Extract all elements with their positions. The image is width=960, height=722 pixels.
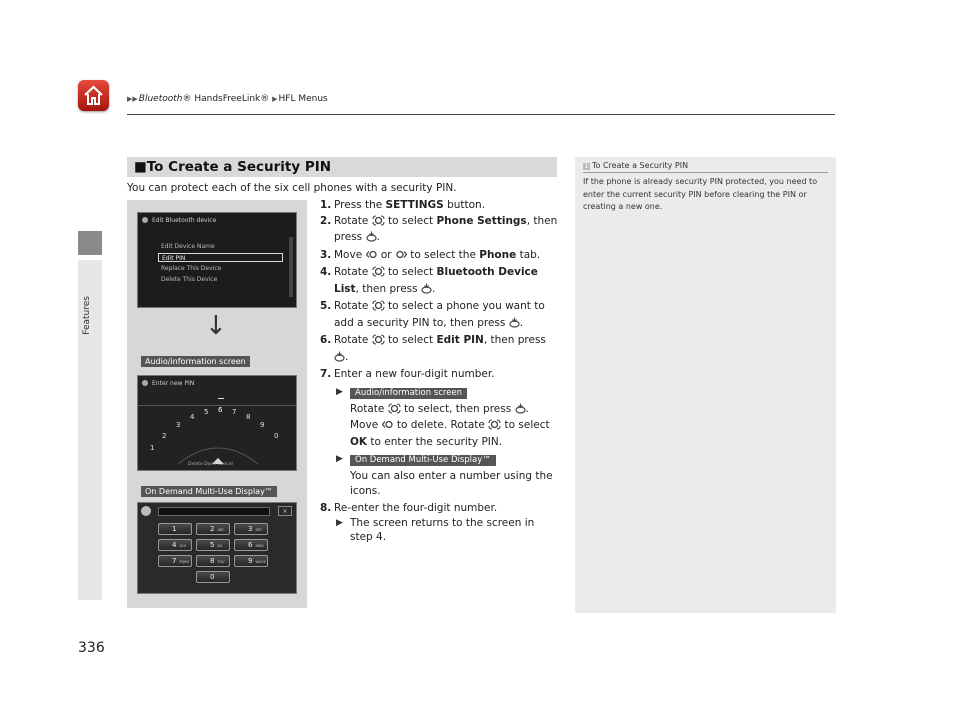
section-intro: You can protect each of the six cell phones with a security PIN. bbox=[127, 182, 457, 194]
page-number: 336 bbox=[78, 640, 105, 656]
caption-odmd: On Demand Multi-Use Display™ bbox=[141, 486, 277, 497]
step-8: 8. Re-enter the four-digit number. ▶ The screen returns to the screen in step 4. bbox=[320, 501, 560, 545]
pin-input[interactable] bbox=[158, 507, 270, 516]
keypad-key-5[interactable]: 5 JKL bbox=[196, 539, 230, 551]
result-arrow-icon: ▶ bbox=[336, 454, 343, 464]
note-title: 1 To Create a Security PIN bbox=[584, 161, 689, 170]
header-rule bbox=[127, 114, 835, 115]
step-5: 5. Rotate to select a phone you want to add a security PIN to, then press . bbox=[320, 299, 560, 332]
chapter-tab[interactable] bbox=[78, 231, 102, 255]
breadcrumb-hfl-menus[interactable]: HFL Menus bbox=[278, 94, 328, 104]
step-1: 1. Press the SETTINGS button. bbox=[320, 199, 486, 211]
step-8-result: ▶ The screen returns to the screen in step 4. bbox=[336, 516, 535, 543]
breadcrumb bbox=[127, 94, 328, 104]
note-text: If the phone is already security PIN protected, you need to enter the current security PIN before clearing the PIN or creating a new one. bbox=[583, 177, 818, 211]
dial-digit-9[interactable]: 9 bbox=[260, 421, 265, 429]
note-rule bbox=[583, 172, 828, 173]
dial-digit-2[interactable]: 2 bbox=[162, 432, 167, 440]
dial-digit-5[interactable]: 5 bbox=[204, 408, 209, 416]
dial-digit-1[interactable]: 1 bbox=[150, 444, 155, 452]
back-icon[interactable] bbox=[141, 506, 151, 516]
dial-digit-8[interactable]: 8 bbox=[246, 413, 251, 421]
dial-digits[interactable] bbox=[138, 402, 297, 471]
close-icon[interactable]: × bbox=[278, 506, 292, 516]
back-icon bbox=[142, 217, 148, 223]
odmd-tag: On Demand Multi-Use Display™ bbox=[350, 455, 496, 466]
breadcrumb-bluetooth[interactable]: Bluetooth bbox=[138, 94, 183, 104]
menu-item-edit-pin[interactable]: Edit PIN bbox=[158, 253, 283, 262]
menu-item-edit-device-name[interactable]: Edit Device Name bbox=[161, 243, 215, 250]
press-icon bbox=[509, 317, 520, 333]
rotate-icon bbox=[372, 266, 385, 282]
breadcrumb-arrow-icon: ▶▶ bbox=[127, 95, 138, 103]
step-3: 3. Move or to select the Phone tab. bbox=[320, 248, 560, 265]
keypad-key-1[interactable]: 1 bbox=[158, 523, 192, 535]
move-left-icon bbox=[382, 419, 394, 435]
dial-digit-0[interactable]: 0 bbox=[274, 432, 279, 440]
step-7-odmd: ▶ On Demand Multi-Use Display™ You can also enter a number using the icons. bbox=[336, 454, 553, 497]
scrollbar[interactable] bbox=[289, 237, 293, 297]
step-6: 6. Rotate to select Edit PIN, then press . bbox=[320, 333, 560, 366]
move-left-icon bbox=[366, 249, 378, 265]
screenshot-column bbox=[127, 200, 307, 608]
breadcrumb-handsfreelink[interactable]: ® HandsFreeLink® bbox=[182, 94, 270, 104]
move-right-icon bbox=[395, 249, 407, 265]
rotate-icon bbox=[372, 215, 385, 231]
step-7-audio: ▶ Audio/information screen Rotate to select, then press . Move to delete. Rotate to select OK to enter the security PIN. bbox=[336, 386, 550, 448]
rotate-icon bbox=[488, 419, 501, 435]
keypad-key-0[interactable]: 0 bbox=[196, 571, 230, 583]
step-7: 7. Enter a new four-digit number. bbox=[320, 368, 495, 380]
pin-cursor bbox=[218, 398, 224, 399]
edit-bluetooth-screen bbox=[137, 212, 297, 308]
enter-pin-screen bbox=[137, 375, 297, 471]
steps-list bbox=[320, 198, 560, 546]
breadcrumb-arrow-icon: ▶ bbox=[272, 95, 278, 103]
press-icon bbox=[421, 283, 432, 299]
dial-digit-3[interactable]: 3 bbox=[176, 421, 181, 429]
back-icon bbox=[142, 380, 148, 386]
keypad-key-9[interactable]: 9 WXYZ bbox=[234, 555, 268, 567]
dial-digit-7[interactable]: 7 bbox=[232, 408, 237, 416]
chapter-label: Features bbox=[82, 296, 92, 335]
section-title: ■To Create a Security PIN bbox=[127, 157, 557, 177]
screen-title: Edit Bluetooth device bbox=[152, 217, 217, 224]
down-arrow-icon: ↓ bbox=[205, 311, 227, 341]
note-icon: 1 bbox=[584, 163, 589, 170]
menu-item-delete-device[interactable]: Delete This Device bbox=[161, 276, 218, 283]
screen-title: Enter new PIN bbox=[152, 380, 195, 387]
rotate-icon bbox=[388, 403, 401, 419]
menu-item-replace-device[interactable]: Replace This Device bbox=[161, 265, 222, 272]
keypad-key-6[interactable]: 6 MNO bbox=[234, 539, 268, 551]
keypad-key-7[interactable]: 7 PQRS bbox=[158, 555, 192, 567]
keypad-key-4[interactable]: 4 GHI bbox=[158, 539, 192, 551]
result-arrow-icon: ▶ bbox=[336, 517, 343, 528]
result-arrow-icon: ▶ bbox=[336, 386, 343, 397]
note-box bbox=[575, 157, 836, 613]
keypad-key-3[interactable]: 3 DEF bbox=[234, 523, 268, 535]
keypad-screen bbox=[137, 502, 297, 594]
step-4: 4. Rotate to select Bluetooth Device List, then press . bbox=[320, 265, 560, 298]
keypad-key-2[interactable]: 2 ABC bbox=[196, 523, 230, 535]
keypad-key-8[interactable]: 8 TUV bbox=[196, 555, 230, 567]
caption-audio: Audio/information screen bbox=[141, 356, 250, 367]
home-button[interactable] bbox=[78, 80, 109, 111]
press-icon bbox=[366, 231, 377, 247]
step-2: 2. Rotate to select Phone Settings, then press . bbox=[320, 214, 560, 247]
home-icon bbox=[82, 84, 105, 107]
audio-screen-tag: Audio/information screen bbox=[350, 388, 467, 399]
rotate-icon bbox=[372, 334, 385, 350]
press-icon bbox=[515, 403, 526, 419]
dial-digit-4[interactable]: 4 bbox=[190, 413, 195, 421]
dial-bottom-labels: Delete Done Cancel bbox=[188, 462, 233, 467]
dial-digit-6[interactable]: 6 bbox=[218, 406, 223, 414]
press-icon bbox=[334, 351, 345, 367]
rotate-icon bbox=[372, 300, 385, 316]
